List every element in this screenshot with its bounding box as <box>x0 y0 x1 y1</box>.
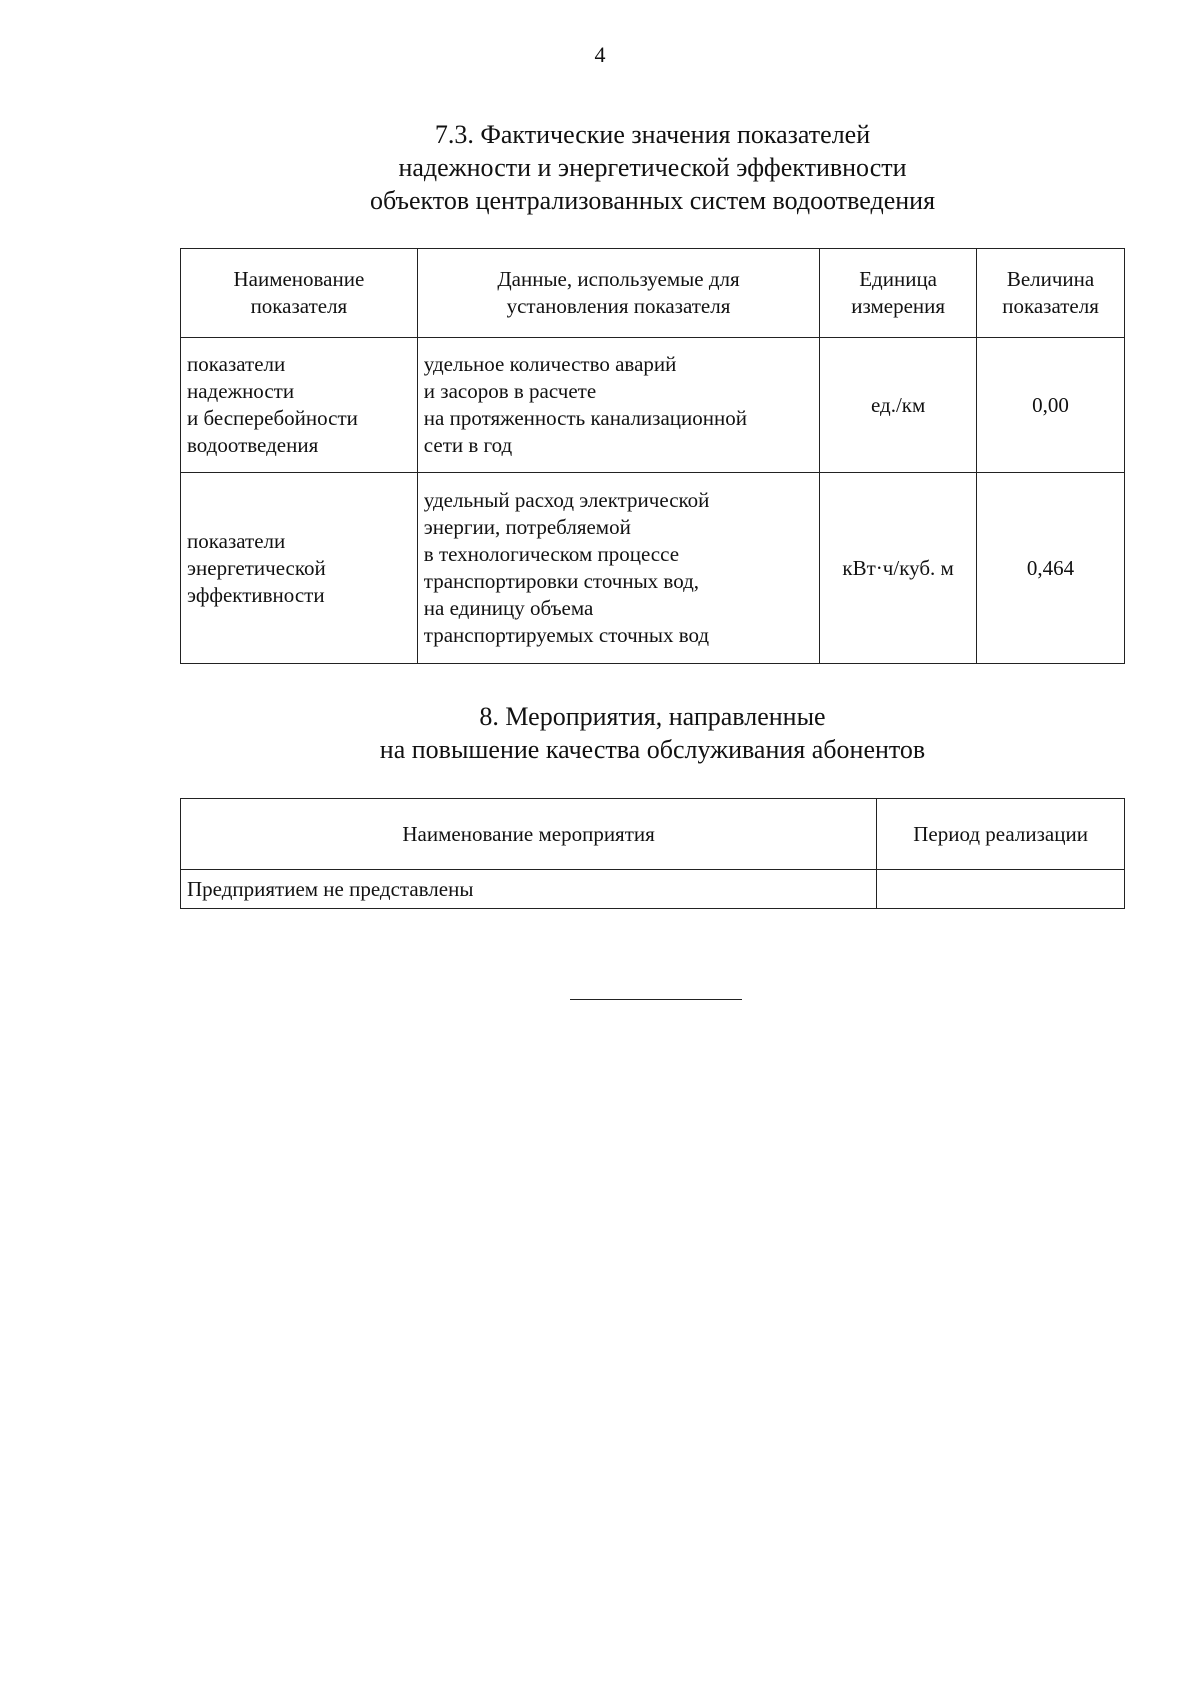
table-row <box>181 870 1125 909</box>
indicator-unit-cell: кВт·ч/куб. м <box>820 473 977 664</box>
indicator-unit-cell: ед./км <box>820 338 977 473</box>
section-7-3-heading <box>180 118 1125 217</box>
measure-name-cell: Предприятием не представлены <box>181 870 877 909</box>
table-header-row <box>181 249 1125 338</box>
heading-line: на повышение качества обслуживания абонентов <box>379 735 926 764</box>
column-header-data: Данные, используемые для установления показателя <box>417 249 819 338</box>
column-header-unit: Единица измерения <box>820 249 977 338</box>
section-8-heading <box>180 700 1125 766</box>
heading-line: надежности и энергетической эффективности <box>398 153 907 182</box>
table-header-row <box>181 799 1125 870</box>
measures-table <box>180 798 1125 909</box>
indicator-value-cell: 0,00 <box>977 338 1125 473</box>
indicator-name-cell: показатели надежности и бесперебойности водоотведения <box>181 338 418 473</box>
indicator-data-cell: удельное количество аварий и засоров в расчете на протяженность канализационной сети в год <box>417 338 819 473</box>
column-header-period: Период реализации <box>877 799 1125 870</box>
indicator-value-cell: 0,464 <box>977 473 1125 664</box>
heading-line: 7.3. Фактические значения показателей <box>434 120 871 149</box>
column-header-measure-name: Наименование мероприятия <box>181 799 877 870</box>
column-header-value: Величина показателя <box>977 249 1125 338</box>
table-row <box>181 473 1125 664</box>
end-divider <box>570 999 742 1000</box>
measure-period-cell <box>877 870 1125 909</box>
table-row <box>181 338 1125 473</box>
page-number: 4 <box>594 42 606 67</box>
indicators-table <box>180 248 1125 664</box>
indicator-name-cell: показатели энергетической эффективности <box>181 473 418 664</box>
indicator-data-cell: удельный расход электрической энергии, потребляемой в технологическом процессе транспортировки сточных вод, на единицу объема транспортируемых сточных вод <box>417 473 819 664</box>
heading-line: объектов централизованных систем водоотведения <box>369 186 936 215</box>
column-header-indicator-name: Наименование показателя <box>181 249 418 338</box>
heading-line: 8. Мероприятия, направленные <box>479 702 826 731</box>
